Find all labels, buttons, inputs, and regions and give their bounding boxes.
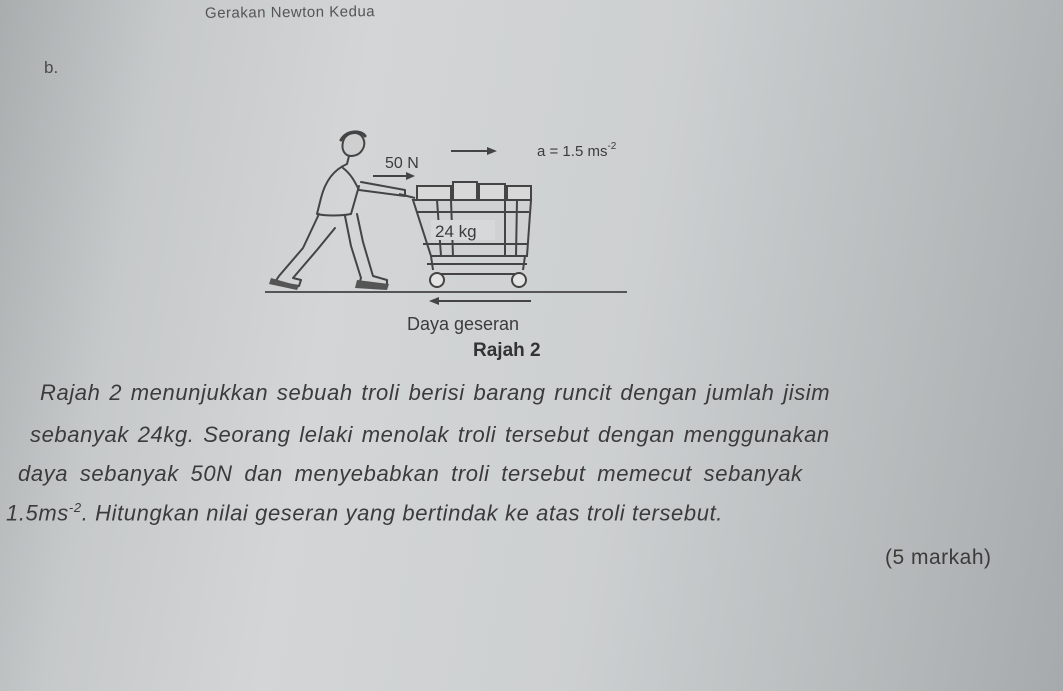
acceleration-value: 1.5ms (6, 500, 69, 526)
trolley-diagram (255, 120, 655, 345)
question-line-4 (6, 500, 723, 526)
question-label: b. (44, 58, 59, 77)
rear-wheel (430, 273, 444, 287)
figure-caption: Rajah 2 (473, 340, 541, 361)
question-line-2: sebanyak 24kg. Seorang lelaki menolak troli tersebut dengan menggunakan (30, 422, 830, 447)
mass-label: 24 kg (435, 222, 477, 241)
chapter-header: Gerakan Newton Kedua (204, 3, 376, 22)
friction-label: Daya geseran (407, 314, 520, 334)
question-line-1: Rajah 2 menunjukkan sebuah troli berisi barang runcit dengan jumlah jisim (40, 380, 831, 405)
question-line-3: daya sebanyak 50N dan menyebabkan troli tersebut memecut sebanyak (18, 461, 803, 486)
acceleration-label: a = 1.5 $ms^{-2}$ (537, 141, 617, 160)
question-line-4-rest: . Hitungkan nilai geseran yang bertindak ke atas troli tersebut. (81, 500, 723, 526)
marks-label: (5 markah) (885, 546, 992, 569)
front-wheel (512, 273, 526, 287)
force-label: 50 N (385, 155, 419, 172)
acceleration-exponent: -2 (68, 500, 82, 515)
